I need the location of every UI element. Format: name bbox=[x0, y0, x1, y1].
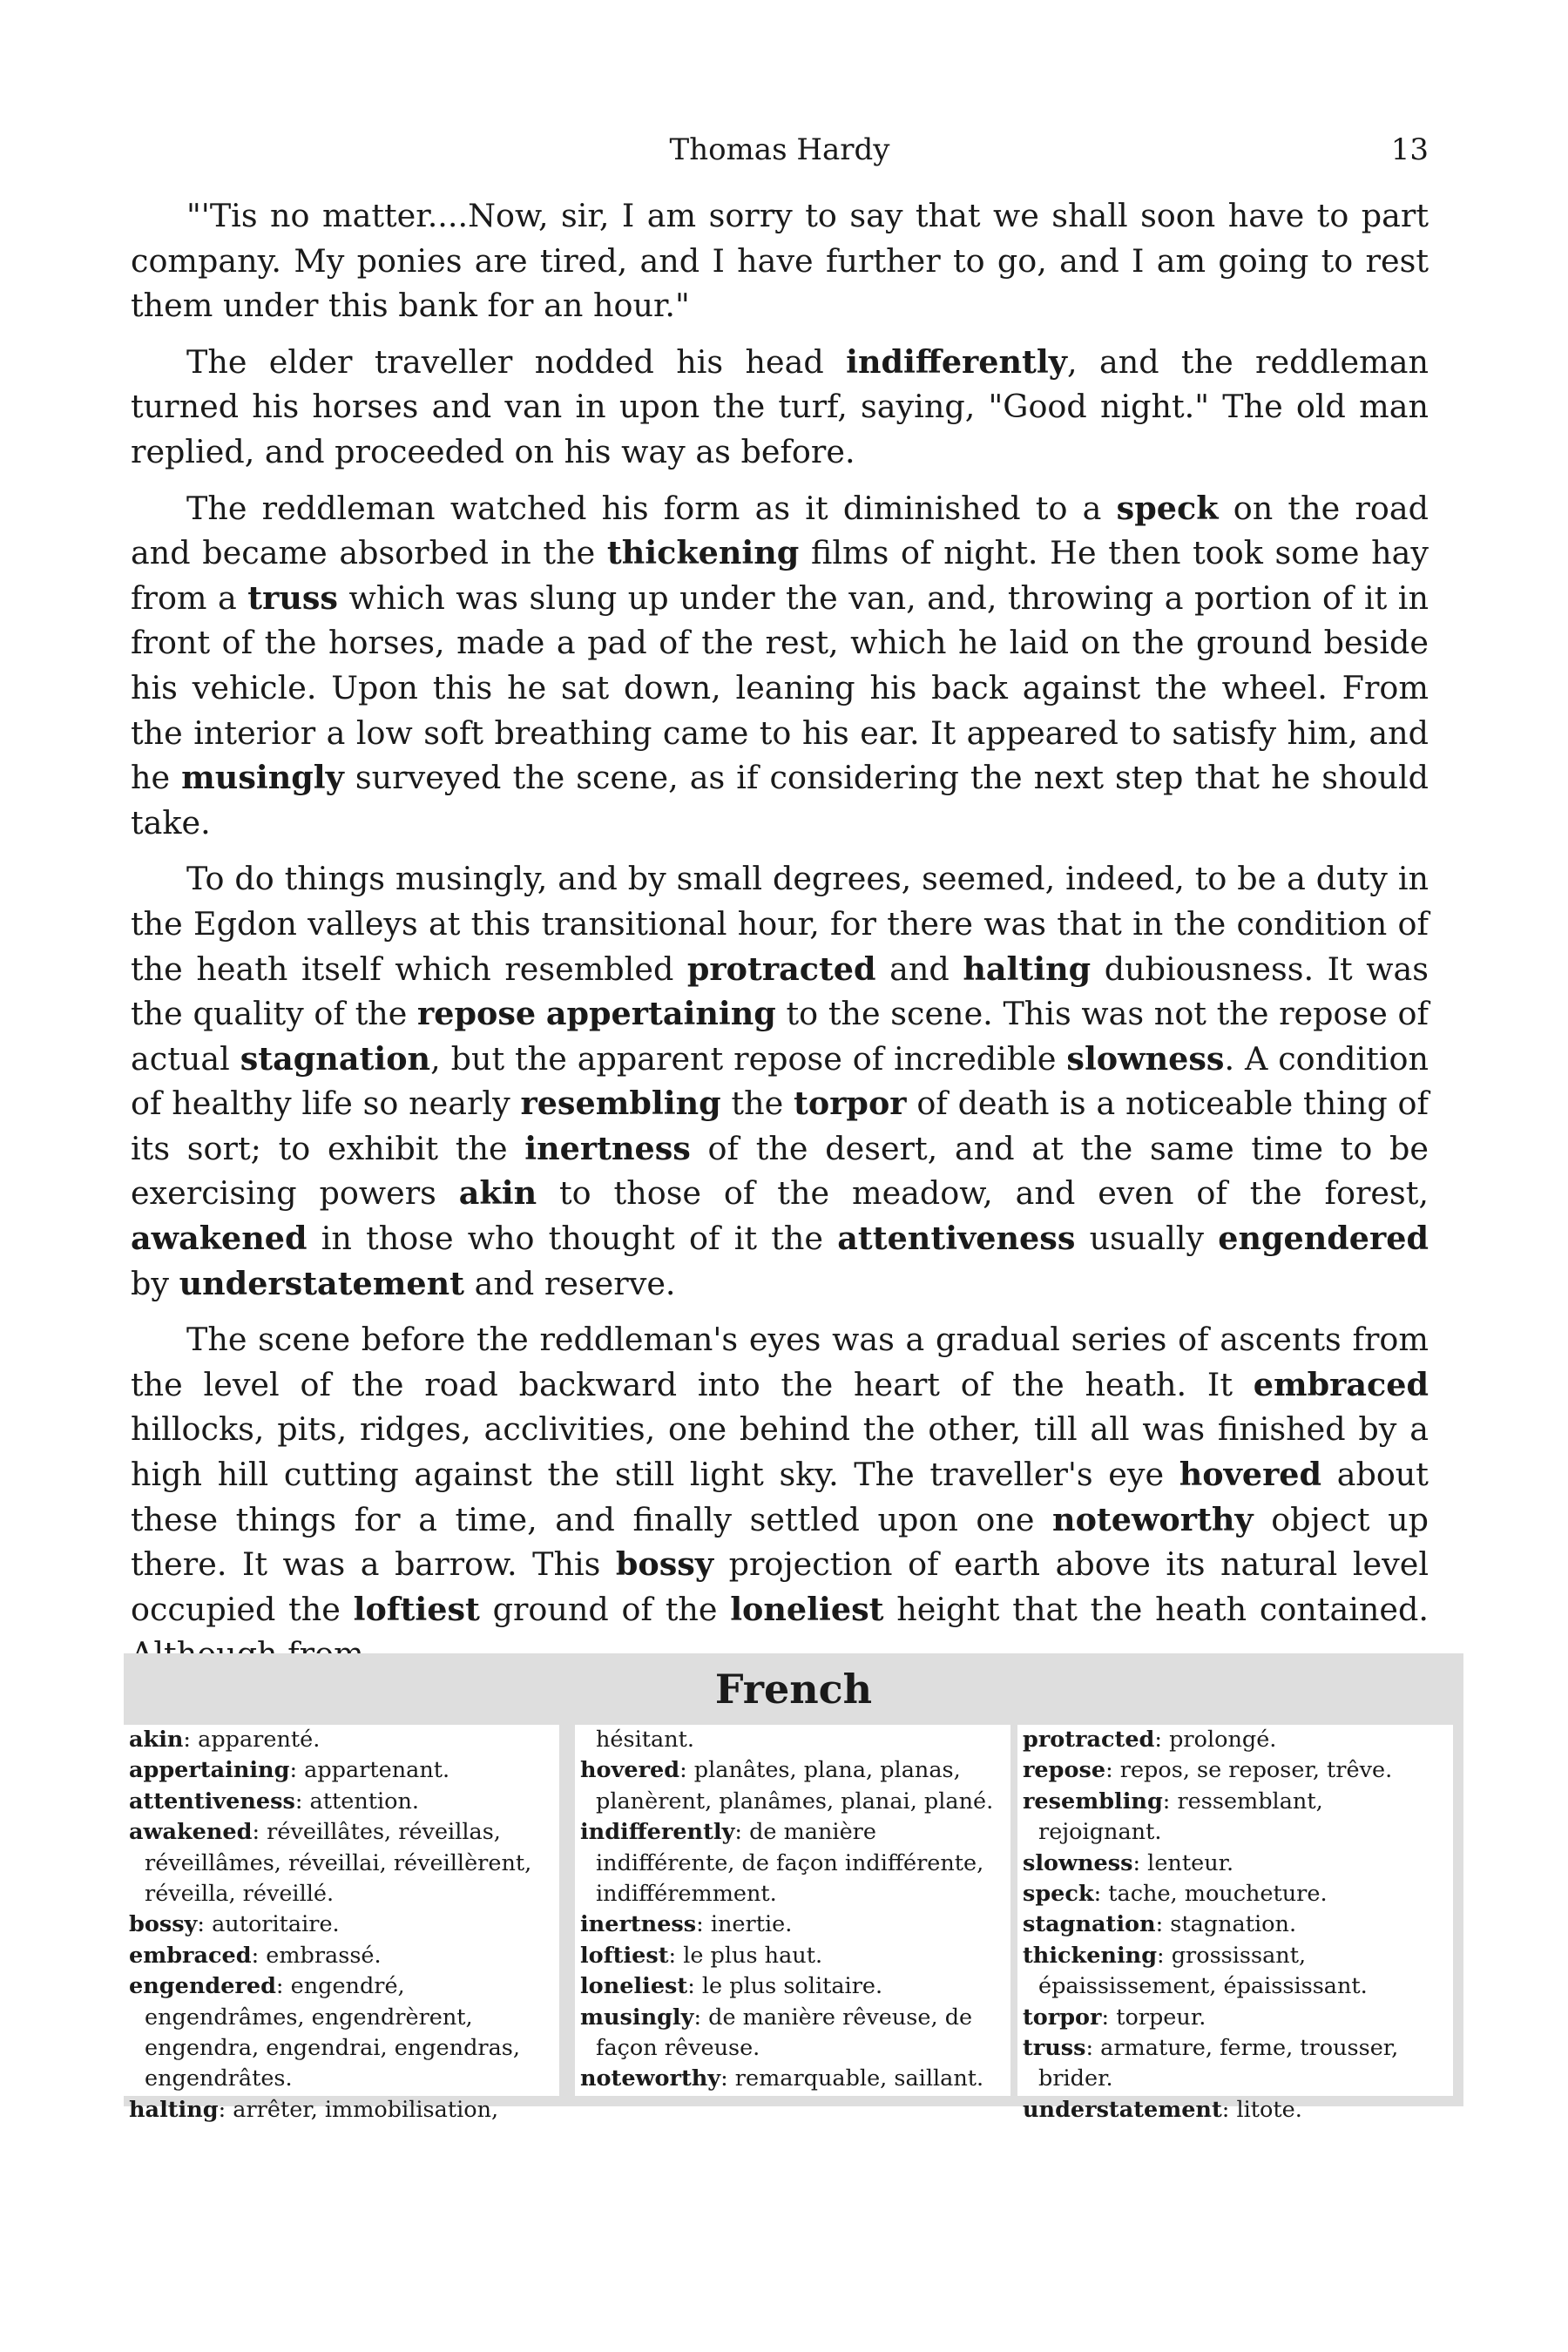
glossary-entry bbox=[580, 1971, 1010, 2002]
glossary-term: repose bbox=[1023, 1757, 1106, 1784]
glossary-term: bossy bbox=[129, 1911, 198, 1938]
glossary-term: attentiveness bbox=[129, 1788, 295, 1815]
glossary-term: speck bbox=[1023, 1881, 1094, 1908]
glossary-term: resembling bbox=[1023, 1788, 1163, 1815]
glossary-term: awakened bbox=[129, 1819, 253, 1846]
paragraph bbox=[131, 193, 1429, 328]
glossary-term: hovered bbox=[580, 1757, 680, 1784]
glossary-column-2 bbox=[575, 1725, 1010, 2096]
glossary-definition: : arrêter, immobilisation, bbox=[218, 2096, 499, 2123]
text-run: to the scene. This was not the repose of actual bbox=[131, 995, 1429, 1078]
glossary-definition: : réveillâtes, réveillas, réveillâmes, réveillai, réveillèrent, réveilla, réveillé. bbox=[145, 1819, 532, 1908]
vocab-word: bossy bbox=[615, 1545, 714, 1584]
text-run: in those who thought of it the bbox=[307, 1220, 838, 1258]
text-run: usually bbox=[1075, 1220, 1219, 1258]
glossary-entry bbox=[580, 1909, 1010, 1940]
vocab-word: loftiest bbox=[353, 1590, 480, 1628]
vocab-word: akin bbox=[458, 1174, 537, 1213]
glossary-term: inertness bbox=[580, 1911, 697, 1938]
text-run: the bbox=[720, 1085, 794, 1123]
glossary-term: protracted bbox=[1023, 1727, 1155, 1753]
glossary-definition: : stagnation. bbox=[1155, 1911, 1297, 1938]
glossary-definition: : apparenté. bbox=[183, 1727, 321, 1753]
glossary-term: engendered bbox=[129, 1973, 276, 2000]
glossary-entry bbox=[129, 2095, 559, 2126]
glossary-column-3 bbox=[1017, 1725, 1453, 2123]
text-run: films of night. He then took some hay from a bbox=[131, 534, 1429, 617]
vocab-word: protracted bbox=[686, 950, 876, 988]
glossary-term: embraced bbox=[129, 1942, 252, 1969]
glossary-entry bbox=[1023, 1725, 1453, 1755]
vocab-word: repose bbox=[417, 995, 537, 1033]
glossary-title: French bbox=[714, 1666, 873, 1713]
vocab-word: speck bbox=[1116, 489, 1219, 527]
text-run: To do things musingly, and by small degrees, seemed, indeed, to be a duty in the Egdon valleys at this transitional hour, for there was that in the condition of the heath itself which resembled bbox=[131, 860, 1429, 988]
glossary-term: thickening bbox=[1023, 1942, 1158, 1969]
body-text bbox=[131, 193, 1429, 1688]
text-run: , but the apparent repose of incredible bbox=[430, 1039, 1067, 1078]
text-run: of death is a noticeable thing of its sort; to exhibit the bbox=[131, 1085, 1429, 1167]
glossary-entry bbox=[1023, 1941, 1453, 2003]
text-run: The reddleman watched his form as it diminished to a bbox=[186, 489, 1117, 527]
glossary-entry bbox=[1023, 1787, 1453, 1848]
glossary-definition: : torpeur. bbox=[1101, 2004, 1206, 2031]
text-run: , and the reddleman turned his horses and van in upon the turf, saying, "Good night." The old man replied, and proceeded on his way as before. bbox=[131, 342, 1429, 470]
text-run: and reserve. bbox=[464, 1264, 676, 1302]
vocab-word: inertness bbox=[524, 1129, 691, 1167]
paragraph bbox=[131, 486, 1429, 846]
vocab-word: indifferently bbox=[846, 342, 1067, 381]
vocab-word: awakened bbox=[131, 1220, 308, 1258]
glossary-entry bbox=[129, 1941, 559, 1971]
page-number: 13 bbox=[1390, 132, 1429, 167]
glossary-definition: : embrassé. bbox=[251, 1942, 382, 1969]
glossary-term: halting bbox=[129, 2096, 219, 2123]
glossary-definition: : lenteur. bbox=[1132, 1849, 1234, 1876]
glossary-entry bbox=[129, 1971, 559, 2095]
text-run: . A condition of healthy life so nearly bbox=[131, 1039, 1429, 1123]
glossary-entry bbox=[129, 1817, 559, 1909]
vocab-word: stagnation bbox=[240, 1039, 431, 1078]
text-run: and bbox=[875, 950, 963, 988]
glossary-definition: : le plus haut. bbox=[668, 1942, 823, 1969]
glossary-term: loftiest bbox=[580, 1942, 669, 1969]
text-run bbox=[536, 995, 546, 1032]
glossary-entry bbox=[1023, 1848, 1453, 1879]
glossary-entry bbox=[1023, 2003, 1453, 2033]
glossary-entry bbox=[129, 1787, 559, 1817]
vocab-word: truss bbox=[247, 578, 338, 617]
glossary-definition: : prolongé. bbox=[1154, 1727, 1277, 1753]
glossary-term: noteworthy bbox=[580, 2065, 721, 2092]
glossary-entry bbox=[129, 1755, 559, 1786]
glossary-term: torpor bbox=[1023, 2004, 1102, 2031]
vocab-word: resembling bbox=[520, 1085, 721, 1123]
paragraph bbox=[131, 1317, 1429, 1677]
glossary-entry bbox=[129, 1909, 559, 1940]
glossary-entry bbox=[1023, 1755, 1453, 1786]
glossary-box bbox=[124, 1653, 1463, 2123]
glossary-definition: : engendré, engendrâmes, engendrèrent, engendra, engendrai, engendras, engendrâtes. bbox=[145, 1973, 520, 2092]
vocab-word: embraced bbox=[1253, 1365, 1429, 1403]
glossary-entry bbox=[580, 2003, 1010, 2065]
glossary-term: truss bbox=[1023, 2035, 1086, 2062]
text-run: height that the heath contained. bbox=[896, 1590, 1429, 1628]
paragraph bbox=[131, 340, 1429, 475]
text-run: about these things for a time, and finally settled upon one bbox=[131, 1456, 1429, 1538]
vocab-word: halting bbox=[963, 950, 1092, 988]
running-title: Thomas Hardy bbox=[669, 132, 890, 167]
glossary-term: indifferently bbox=[580, 1819, 735, 1846]
glossary-term: slowness bbox=[1023, 1849, 1133, 1876]
glossary-definition: : grossissant, épaississement, épaississant. bbox=[1038, 1942, 1368, 2000]
glossary-definition: : remarquable, saillant. bbox=[720, 2065, 984, 2092]
glossary-column-1 bbox=[124, 1725, 559, 2123]
text-run: projection of earth above its natural level occupied the bbox=[131, 1545, 1429, 1628]
glossary-definition: : autoritaire. bbox=[197, 1911, 340, 1938]
text-run: object up there. It was a barrow. This bbox=[131, 1500, 1429, 1584]
glossary-definition: : de manière rêveuse, de façon rêveuse. bbox=[596, 2004, 973, 2062]
text-run: The elder traveller nodded his head bbox=[186, 342, 847, 381]
text-run: by bbox=[131, 1264, 179, 1302]
vocab-word: understatement bbox=[179, 1264, 465, 1302]
glossary-term: appertaining bbox=[129, 1757, 290, 1784]
text-run: which was slung up under the van, and, throwing a portion of it in front of the horses, made a pad of the rest, which he laid on the ground beside his vehicle. Upon this he sat down, leaning his back against the wheel. From the interior a low soft breathing came to his ear. It appeared to satisfy him, and he bbox=[131, 578, 1429, 797]
glossary-term: stagnation bbox=[1023, 1911, 1156, 1938]
glossary-definition: : appartenant. bbox=[289, 1757, 450, 1784]
glossary-definition: : de manière indifférente, de façon indifférente, indifféremment. bbox=[596, 1819, 984, 1908]
glossary-definition: : planâtes, plana, planas, planèrent, planâmes, planai, plané. bbox=[596, 1757, 994, 1815]
glossary-entry bbox=[580, 1941, 1010, 1971]
glossary-entry bbox=[580, 1817, 1010, 1909]
text-run: to those of the meadow, and even of the forest, bbox=[537, 1174, 1429, 1213]
text-run: of the desert, and at the same time to be exercising powers bbox=[131, 1129, 1429, 1213]
vocab-word: thickening bbox=[606, 534, 800, 572]
vocab-word: slowness bbox=[1066, 1039, 1225, 1078]
glossary-definition: : ressemblant, rejoignant. bbox=[1038, 1788, 1323, 1846]
glossary-entry bbox=[129, 1725, 559, 1755]
glossary-entry bbox=[1023, 2033, 1453, 2095]
vocab-word: loneliest bbox=[730, 1590, 884, 1628]
text-run: hillocks, pits, ridges, acclivities, one behind the other, till all was finished by a high hill cutting against the still light sky. The traveller's eye bbox=[131, 1410, 1429, 1494]
glossary-entry bbox=[580, 1725, 1010, 1755]
text-run: surveyed the scene, as if considering the next step that he should take. bbox=[131, 759, 1429, 841]
glossary-term: loneliest bbox=[580, 1973, 688, 2000]
vocab-word: noteworthy bbox=[1052, 1500, 1254, 1538]
text-run: dubiousness. It was the quality of the bbox=[131, 950, 1429, 1033]
glossary-term: akin bbox=[129, 1727, 184, 1753]
glossary-definition: : repos, se reposer, trêve. bbox=[1105, 1757, 1393, 1784]
glossary-term: understatement bbox=[1023, 2096, 1222, 2123]
glossary-definition: : le plus solitaire. bbox=[687, 1973, 883, 2000]
glossary-definition: : inertie. bbox=[696, 1911, 793, 1938]
glossary-definition: : litote. bbox=[1221, 2096, 1302, 2123]
glossary-entry bbox=[1023, 2095, 1453, 2126]
glossary-entry bbox=[580, 1755, 1010, 1817]
text-run: "'Tis no matter....Now, sir, I am sorry to say that we shall soon have to part company. My ponies are tired, and I have further to go, and I am going to rest them under this bank for an hour." bbox=[131, 197, 1429, 325]
vocab-word: musingly bbox=[181, 759, 344, 797]
text-run: on the road and became absorbed in the bbox=[131, 489, 1429, 572]
page-header bbox=[131, 132, 1429, 176]
glossary-definition: : tache, moucheture. bbox=[1093, 1881, 1328, 1908]
glossary-entry bbox=[1023, 1879, 1453, 1909]
vocab-word: appertaining bbox=[545, 995, 776, 1033]
vocab-word: hovered bbox=[1179, 1456, 1322, 1494]
text-run: The scene before the reddleman's eyes was a gradual series of ascents from the level of the road backward into the heart of the heath. It bbox=[131, 1321, 1429, 1403]
vocab-word: torpor bbox=[794, 1085, 907, 1123]
text-run: ground of the bbox=[479, 1590, 731, 1628]
glossary-entry bbox=[580, 2064, 1010, 2094]
glossary-term: musingly bbox=[580, 2004, 694, 2031]
vocab-word: attentiveness bbox=[837, 1220, 1076, 1258]
glossary-definition: : armature, ferme, trousser, brider. bbox=[1038, 2035, 1399, 2092]
glossary-definition: : attention. bbox=[294, 1788, 420, 1815]
paragraph bbox=[131, 856, 1429, 1306]
glossary-definition: hésitant. bbox=[596, 1727, 694, 1753]
vocab-word: engendered bbox=[1218, 1220, 1429, 1258]
glossary-entry bbox=[1023, 1909, 1453, 1940]
